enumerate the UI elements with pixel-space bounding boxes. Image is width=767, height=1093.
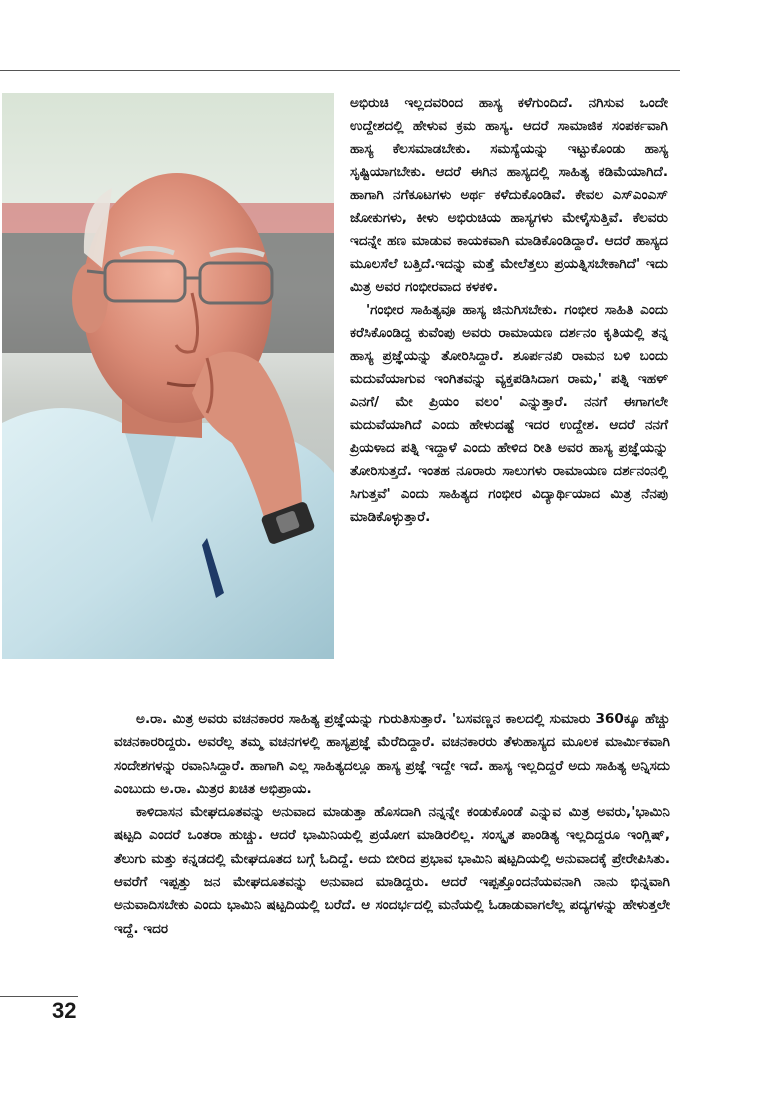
full-paragraph-1: ಅ.ರಾ. ಮಿತ್ರ ಅವರು ವಚನಕಾರರ ಸಾಹಿತ್ಯ ಪ್ರಜ್ಞೆಯನ್ನು ಗುರುತಿಸುತ್ತಾರೆ. 'ಬಸವಣ್ಣನ ಕಾಲದಲ್ಲಿ ಸುಮಾರು 360ಕ್ಕೂ ಹೆಚ್ಚು ವಚನಕಾರರಿದ್ದರು. ಅವರೆಲ್ಲ ತಮ್ಮ ವಚನಗಳಲ್ಲಿ ಹಾಸ್ಯಪ್ರಜ್ಞೆ ಮೆರೆದಿದ್ದಾರೆ. ವಚನಕಾರರು ತೆಳುಹಾಸ್ಯದ ಮೂಲಕ ಮಾರ್ಮಿಕವಾಗಿ ಸಂದೇಶಗಳನ್ನು ರವಾನಿಸಿದ್ದಾರೆ. ಹಾಗಾಗಿ ಎಲ್ಲ ಸಾಹಿತ್ಯದಲ್ಲೂ ಹಾಸ್ಯ ಪ್ರಜ್ಞೆ ಇದ್ದೇ ಇದೆ. ಹಾಸ್ಯ ಇಲ್ಲದಿದ್ದರೆ ಅದು ಸಾಹಿತ್ಯ ಅನ್ನಿಸದು ಎಂಬುದು ಅ.ರಾ. ಮಿತ್ರರ ಖಚಿತ ಅಭಿಪ್ರಾಯ. <box>114 711 670 797</box>
portrait-illustration <box>2 93 334 659</box>
full-width-text-column <box>114 708 670 941</box>
footer-divider <box>0 996 78 997</box>
top-divider <box>0 70 680 71</box>
side-paragraph-1: ಅಭಿರುಚಿ ಇಲ್ಲದವರಿಂದ ಹಾಸ್ಯ ಕಳೆಗುಂದಿದೆ. ನಗಿಸುವ ಒಂದೇ ಉದ್ದೇಶದಲ್ಲಿ ಹೇಳುವ ಕ್ರಮ ಹಾಸ್ಯ. ಆದರೆ ಸಾಮಾಜಿಕ ಸಂಪರ್ಕವಾಗಿ ಹಾಸ್ಯ ಕೆಲಸಮಾಡಬೇಕು. ಸಮಸ್ಯೆಯನ್ನು ಇಟ್ಟುಕೊಂಡು ಹಾಸ್ಯ ಸೃಷ್ಟಿಯಾಗಬೇಕು. ಆದರೆ ಈಗಿನ ಹಾಸ್ಯದಲ್ಲಿ ಸಾಹಿತ್ಯ ಕಡಿಮೆಯಾಗಿದೆ. ಹಾಗಾಗಿ ನಗೆಕೂಟಗಳು ಅರ್ಥ ಕಳೆದುಕೊಂಡಿವೆ. ಕೇವಲ ಎಸ್‌ಎಂಎಸ್ ಜೋಕುಗಳು, ಕೀಳು ಅಭಿರುಚಿಯ ಹಾಸ್ಯಗಳು ಮೇಳೈಸುತ್ತಿವೆ. ಕೆಲವರು ಇದನ್ನೇ ಹಣ ಮಾಡುವ ಕಾಯಕವಾಗಿ ಮಾಡಿಕೊಂಡಿದ್ದಾರೆ. ಆದರೆ ಹಾಸ್ಯದ ಮೂಲಸೆಲೆ ಬತ್ತಿದೆ.ಇದನ್ನು ಮತ್ತೆ ಮೇಲೆತ್ತಲು ಪ್ರಯತ್ನಿಸಬೇಕಾಗಿದೆ' ಇದು ಮಿತ್ರ ಅವರ ಗಂಭೀರವಾದ ಕಳಕಳಿ. <box>350 95 668 295</box>
side-text-column <box>350 92 668 529</box>
page-number: 32 <box>52 998 77 1023</box>
portrait-photo <box>2 93 334 659</box>
full-paragraph-2: ಕಾಳಿದಾಸನ ಮೇಘದೂತವನ್ನು ಅನುವಾದ ಮಾಡುತ್ತಾ ಹೊಸದಾಗಿ ನನ್ನನ್ನೇ ಕಂಡುಕೊಂಡೆ ಎನ್ನುವ ಮಿತ್ರ ಅವರು,'ಭಾಮಿನಿ ಷಟ್ಪದಿ ಎಂದರೆ ಒಂತರಾ ಹುಚ್ಚು. ಆದರೆ ಭಾಮಿನಿಯಲ್ಲಿ ಪ್ರಯೋಗ ಮಾಡಿರಲಿಲ್ಲ. ಸಂಸ್ಕೃತ ಪಾಂಡಿತ್ಯ ಇಲ್ಲದಿದ್ದರೂ ಇಂಗ್ಲಿಷ್, ತೆಲುಗು ಮತ್ತು ಕನ್ನಡದಲ್ಲಿ ಮೇಘದೂತದ ಬಗ್ಗೆ ಓದಿದ್ದೆ. ಅದು ಬೀರಿದ ಪ್ರಭಾವ ಭಾಮಿನಿ ಷಟ್ಪದಿಯಲ್ಲಿ ಅನುವಾದಕ್ಕೆ ಪ್ರೇರೇಪಿಸಿತು. ಆವರೆಗೆ ಇಪ್ಪತ್ತು ಜನ ಮೇಘದೂತವನ್ನು ಅನುವಾದ ಮಾಡಿದ್ದರು. ಆದರೆ ಇಪ್ಪತ್ತೊಂದನೆಯವನಾಗಿ ನಾನು ಭಿನ್ನವಾಗಿ ಅನುವಾದಿಸಬೇಕು ಎಂದು ಭಾಮಿನಿ ಷಟ್ಪದಿಯಲ್ಲಿ ಬರೆದೆ. ಆ ಸಂದರ್ಭದಲ್ಲಿ ಮನೆಯಲ್ಲಿ ಓಡಾಡುವಾಗಲೆಲ್ಲ ಪದ್ಯಗಳನ್ನು ಹೇಳುತ್ತಲೇ ಇದ್ದೆ. ಇದರ <box>114 804 670 937</box>
side-paragraph-2: 'ಗಂಭೀರ ಸಾಹಿತ್ಯವೂ ಹಾಸ್ಯ ಜಿನುಗಿಸಬೇಕು. ಗಂಭೀರ ಸಾಹಿತಿ ಎಂದು ಕರೆಸಿಕೊಂಡಿದ್ದ ಕುವೆಂಪು ಅವರು ರಾಮಾಯಣ ದರ್ಶನಂ ಕೃತಿಯಲ್ಲಿ ತನ್ನ ಹಾಸ್ಯ ಪ್ರಜ್ಞೆಯನ್ನು ತೋರಿಸಿದ್ದಾರೆ. ಶೂರ್ಪನಖಿ ರಾಮನ ಬಳಿ ಬಂದು ಮದುವೆಯಾಗುವ ಇಂಗಿತವನ್ನು ವ್ಯಕ್ತಪಡಿಸಿದಾಗ ರಾಮ,' ಪತ್ನಿ ಇಹಳ್ ಎನಗೆ/ ಮೇ ಪ್ರಿಯಂ ವಲಂ' ಎನ್ನುತ್ತಾರೆ. ನನಗೆ ಈಗಾಗಲೇ ಮದುವೆಯಾಗಿದೆ ಎಂದು ಹೇಳುದಷ್ಟೆ ಇದರ ಉದ್ದೇಶ. ಆದರೆ ನನಗೆ ಪ್ರಿಯಳಾದ ಪತ್ನಿ ಇದ್ದಾಳೆ ಎಂದು ಹೇಳಿದ ರೀತಿ ಅವರ ಹಾಸ್ಯ ಪ್ರಜ್ಞೆಯನ್ನು ತೋರಿಸುತ್ತದೆ. ಇಂತಹ ನೂರಾರು ಸಾಲುಗಳು ರಾಮಾಯಣ ದರ್ಶನಂನಲ್ಲಿ ಸಿಗುತ್ತವೆ' ಎಂದು ಸಾಹಿತ್ಯದ ಗಂಭೀರ ವಿದ್ಯಾರ್ಥಿಯಾದ ಮಿತ್ರ ನೆನಪು ಮಾಡಿಕೊಳ್ಳುತ್ತಾರೆ. <box>350 302 668 525</box>
